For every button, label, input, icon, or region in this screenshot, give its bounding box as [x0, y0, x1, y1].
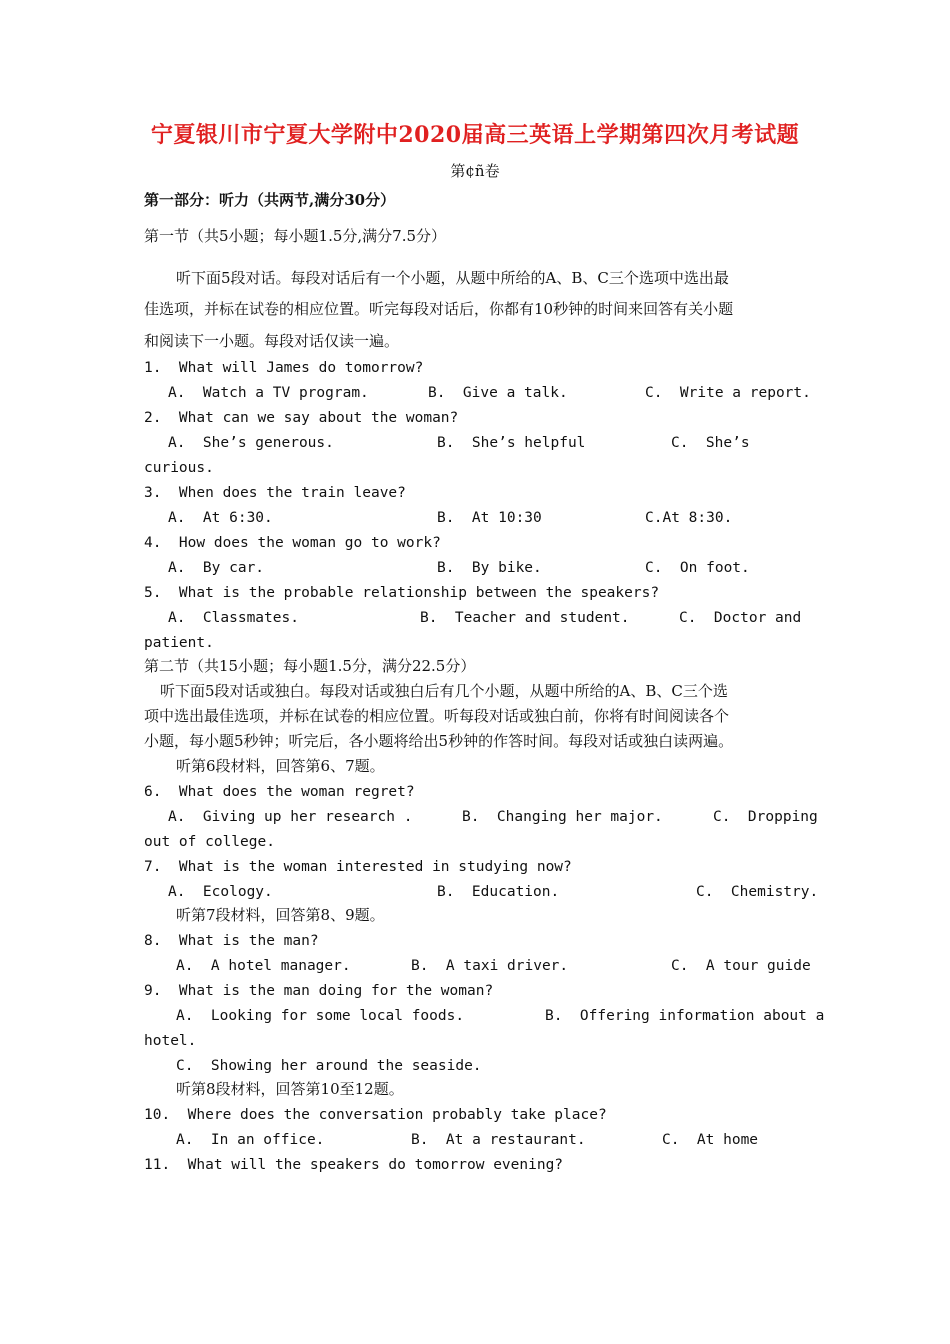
question-1: 1. What will James do tomorrow?: [144, 360, 424, 376]
question-2: 2. What can we say about the woman?: [144, 410, 459, 426]
question-5-option-c-cont: patient.: [144, 635, 214, 651]
question-6-option-c-cont: out of college.: [144, 834, 275, 850]
question-9-option-b: B. Offering information about a: [545, 1008, 825, 1024]
question-7: 7. What is the woman interested in studying now?: [144, 859, 572, 875]
question-1-option-c: C. Write a report.: [645, 385, 811, 401]
section2-instructions-line2: 项中选出最佳选项，并标在试卷的相应位置。听每段对话或独白前，你将有时间阅读各个: [144, 707, 730, 725]
question-6: 6. What does the woman regret?: [144, 784, 415, 800]
question-7-option-a: A. Ecology.: [168, 884, 273, 900]
section1-heading: 第一节（共5小题；每小题1.5分,满分7.5分）: [144, 227, 447, 245]
question-8-option-a: A. A hotel manager.: [176, 958, 351, 974]
question-3-option-b: B. At 10:30: [437, 510, 542, 526]
question-5-option-c: C. Doctor and: [679, 610, 802, 626]
question-7-option-c: C. Chemistry.: [696, 884, 819, 900]
question-4-option-b: B. By bike.: [437, 560, 542, 576]
question-5-option-b: B. Teacher and student.: [420, 610, 630, 626]
question-10-option-b: B. At a restaurant.: [411, 1132, 586, 1148]
question-6-option-c: C. Dropping: [713, 809, 818, 825]
page-title: 宁夏银川市宁夏大学附中2020届高三英语上学期第四次月考试题: [150, 122, 800, 148]
question-4-option-a: A. By car.: [168, 560, 265, 576]
section2-heading: 第二节（共15小题；每小题1.5分，满分22.5分）: [144, 657, 476, 675]
question-8-option-c: C. A tour guide: [671, 958, 811, 974]
question-9-option-b-cont: hotel.: [144, 1033, 197, 1049]
question-5: 5. What is the probable relationship between the speakers?: [144, 585, 660, 601]
question-5-option-a: A. Classmates.: [168, 610, 299, 626]
question-2-option-c: C. She’s: [671, 435, 750, 451]
section1-instructions-line1: 听下面5段对话。每段对话后有一个小题，从题中所给的A、B、C三个选项中选出最: [176, 269, 729, 287]
question-3-option-c: C.At 8:30.: [645, 510, 733, 526]
question-7-option-b: B. Education.: [437, 884, 560, 900]
section2-instructions-line1: 听下面5段对话或独白。每段对话或独白后有几个小题，从题中所给的A、B、C三个选: [160, 682, 728, 700]
question-4: 4. How does the woman go to work?: [144, 535, 441, 551]
question-9-option-a: A. Looking for some local foods.: [176, 1008, 465, 1024]
material-8-label: 听第8段材料，回答第10至12题。: [176, 1080, 404, 1098]
question-2-option-a: A. She’s generous.: [168, 435, 334, 451]
question-1-option-a: A. Watch a TV program.: [168, 385, 369, 401]
question-10: 10. Where does the conversation probably take place?: [144, 1107, 607, 1123]
question-10-option-c: C. At home: [662, 1132, 759, 1148]
material-7-label: 听第7段材料，回答第8、9题。: [176, 906, 385, 924]
part1-heading: 第一部分：听力（共两节,满分30分）: [144, 191, 396, 209]
material-6-label: 听第6段材料，回答第6、7题。: [176, 757, 385, 775]
section1-instructions-line3: 和阅读下一小题。每段对话仅读一遍。: [144, 332, 400, 350]
question-6-option-a: A. Giving up her research .: [168, 809, 413, 825]
question-8: 8. What is the man?: [144, 933, 319, 949]
question-11: 11. What will the speakers do tomorrow evening?: [144, 1157, 564, 1173]
question-3: 3. When does the train leave?: [144, 485, 406, 501]
question-9: 9. What is the man doing for the woman?: [144, 983, 494, 999]
question-9-option-c: C. Showing her around the seaside.: [176, 1058, 482, 1074]
section2-instructions-line3: 小题，每小题5秒钟；听完后，各小题将给出5秒钟的作答时间。每段对话或独白读两遍。: [144, 732, 734, 750]
section1-instructions-line2: 佳选项，并标在试卷的相应位置。听完每段对话后，你都有10秒钟的时间来回答有关小题: [144, 300, 734, 318]
question-2-option-b: B. She’s helpful: [437, 435, 586, 451]
volume-label: 第¢ñ卷: [450, 162, 500, 180]
question-2-option-c-cont: curious.: [144, 460, 214, 476]
question-10-option-a: A. In an office.: [176, 1132, 325, 1148]
question-6-option-b: B. Changing her major.: [462, 809, 663, 825]
question-3-option-a: A. At 6:30.: [168, 510, 273, 526]
question-8-option-b: B. A taxi driver.: [411, 958, 569, 974]
question-1-option-b: B. Give a talk.: [428, 385, 568, 401]
question-4-option-c: C. On foot.: [645, 560, 750, 576]
